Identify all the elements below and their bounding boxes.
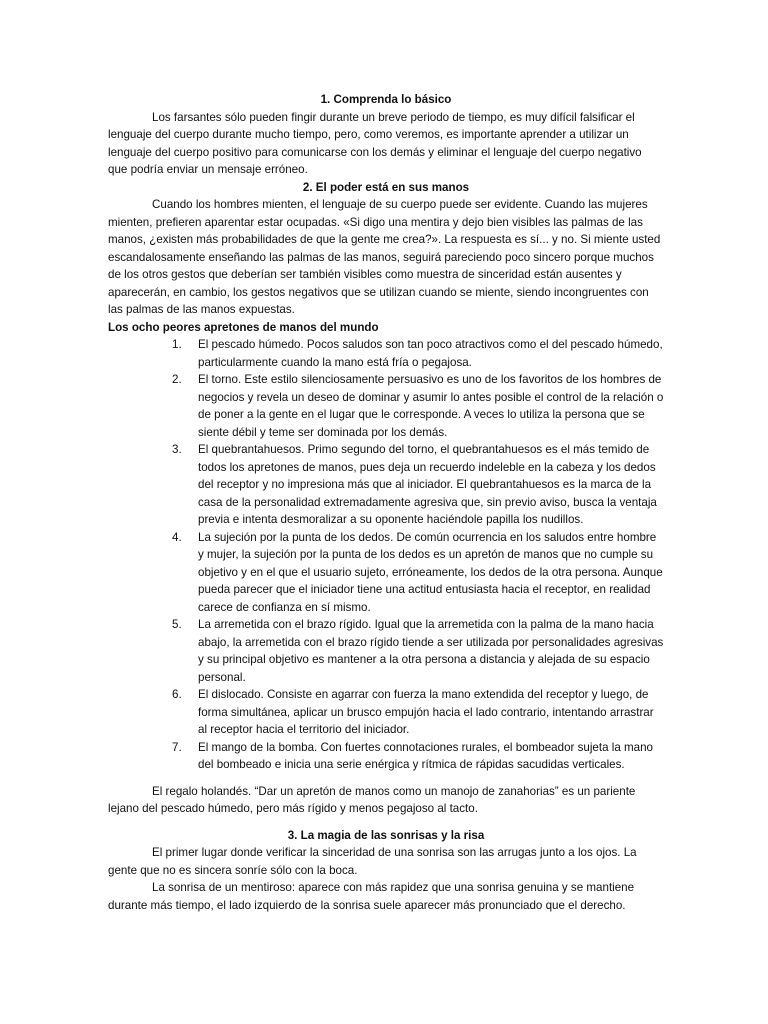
list-item (108, 739, 664, 774)
list-item (108, 686, 664, 739)
list-item (108, 336, 664, 371)
spacer (108, 774, 664, 783)
section-2-heading: 2. El poder está en sus manos (302, 180, 470, 194)
handshakes-list (108, 336, 664, 774)
list-item-number: 3. (172, 443, 182, 456)
section-2-paragraph: Cuando los hombres mienten, el lenguaje de su cuerpo puede ser evidente. Cuando las mujeres mienten, prefieren aparentar estar ocupadas. «Si digo una mentira y dejo bien visibles las palmas de las manos, ¿existen más probabilidades de que la gente me crea?». La respuesta es sí... y no. Si miente usted escandalosamente enseñando las palmas de las manos, seguirá pareciendo poco sincero porque muchos de los otros gestos que deberían ser también visibles como muestra de sinceridad están ausentes y aparecerán, en cambio, los gestos negativos que se utilizan cuando se miente, siendo incongruentes con las palmas de las manos expuestas. (108, 198, 661, 316)
dutch-gift-paragraph: El regalo holandés. “Dar un apretón de manos como un manojo de zanahorias” es un pariente lejano del pescado húmedo, pero más rígido y menos pegajoso al tacto. (108, 784, 636, 815)
section-3-paragraph-2: La sonrisa de un mentiroso: aparece con más rapidez que una sonrisa genuina y se mantiene durante más tiempo, el lado izquierdo de la sonrisa suele aparecer más pronunciado que el derecho. (108, 881, 635, 912)
list-item-number: 6. (172, 688, 182, 701)
list-item-text: El quebrantahuesos. Primo segundo del torno, el quebrantahuesos es el más temido de todos los apretones de manos, pues deja un recuerdo indeleble en la cabeza y los dedos del receptor y no impresiona más que al iniciador. El quebrantahuesos es la marca de la casa de la personalidad extremadamente agresiva que, sin previo aviso, busca la ventaja previa e intenta desmoralizar a su oponente haciéndole papilla los nudillos. (198, 443, 657, 526)
list-item-number: 4. (172, 530, 182, 544)
section-1-heading: 1. Comprenda lo básico (320, 93, 452, 106)
list-item (108, 529, 664, 617)
list-item-text: El mango de la bomba. Con fuertes connotaciones rurales, el bombeador sujeta la mano del bombeado e inicia una serie enérgica y rítmica de rápidas sacudidas verticales. (198, 740, 654, 771)
list-item-number: 1. (172, 338, 182, 351)
section-1-paragraph: Los farsantes sólo pueden fingir durante un breve periodo de tiempo, es muy difícil falsificar el lenguaje del cuerpo durante mucho tiempo, pero, como veremos, es importante aprender a utilizar un lenguaje del cuerpo positivo para comunicarse con los demás y eliminar el lenguaje del cuerpo negativo que podría enviar un mensaje erróneo. (108, 110, 642, 176)
section-3-paragraph-1: El primer lugar donde verificar la sinceridad de una sonrisa son las arrugas junto a los ojos. La gente que no es sincera sonríe sólo con la boca. (108, 846, 637, 877)
list-item-text: La sujeción por la punta de los dedos. De común ocurrencia en los saludos entre hombre y mujer, la sujeción por la punta de los dedos es un apretón de manos que no cumple su objetivo y en el que el usuario sujeto, erróneamente, los dedos de la otra persona. Aunque pueda parecer que el iniciador tiene una actitud entusiasta hacia el receptor, en realidad carece de confianza en sí mismo. (198, 530, 663, 614)
section-3-heading: 3. La magia de las sonrisas y la risa (287, 828, 485, 842)
spacer (108, 818, 664, 827)
list-item-number: 5. (172, 618, 182, 631)
list-item (108, 616, 664, 686)
list-item (108, 371, 664, 441)
list-item-text: El dislocado. Consiste en agarrar con fuerza la mano extendida del receptor y luego, de forma simultánea, aplicar un brusco empujón hacia el lado contrario, intentando arrastrar al receptor hacia el territorio del iniciador. (198, 688, 654, 736)
list-item-text: La arremetida con el brazo rígido. Igual que la arremetida con la palma de la mano hacia abajo, la arremetida con el brazo rígido tiende a ser utilizada por personalidades agresivas y su principal objetivo es mantener a la otra persona a distancia y alejada de su espacio personal. (198, 618, 664, 684)
list-item-text: El pescado húmedo. Pocos saludos son tan poco atractivos como el del pescado húmedo, particularmente cuando la mano está fría o pegajosa. (198, 338, 663, 369)
list-item-number: 7. (172, 740, 182, 754)
list-item-number: 2. (172, 373, 182, 386)
document-body (108, 91, 664, 914)
list-item-text: El torno. Este estilo silenciosamente persuasivo es uno de los favoritos de los hombres de negocios y revela un deseo de dominar y asumir lo antes posible el control de la relación o de poner a la gente en el lugar que le corresponde. A veces lo utiliza la persona que se siente débil y teme ser dominada por los demás. (198, 373, 664, 439)
list-item (108, 441, 664, 529)
handshakes-subheading: Los ocho peores apretones de manos del mundo (108, 320, 379, 334)
